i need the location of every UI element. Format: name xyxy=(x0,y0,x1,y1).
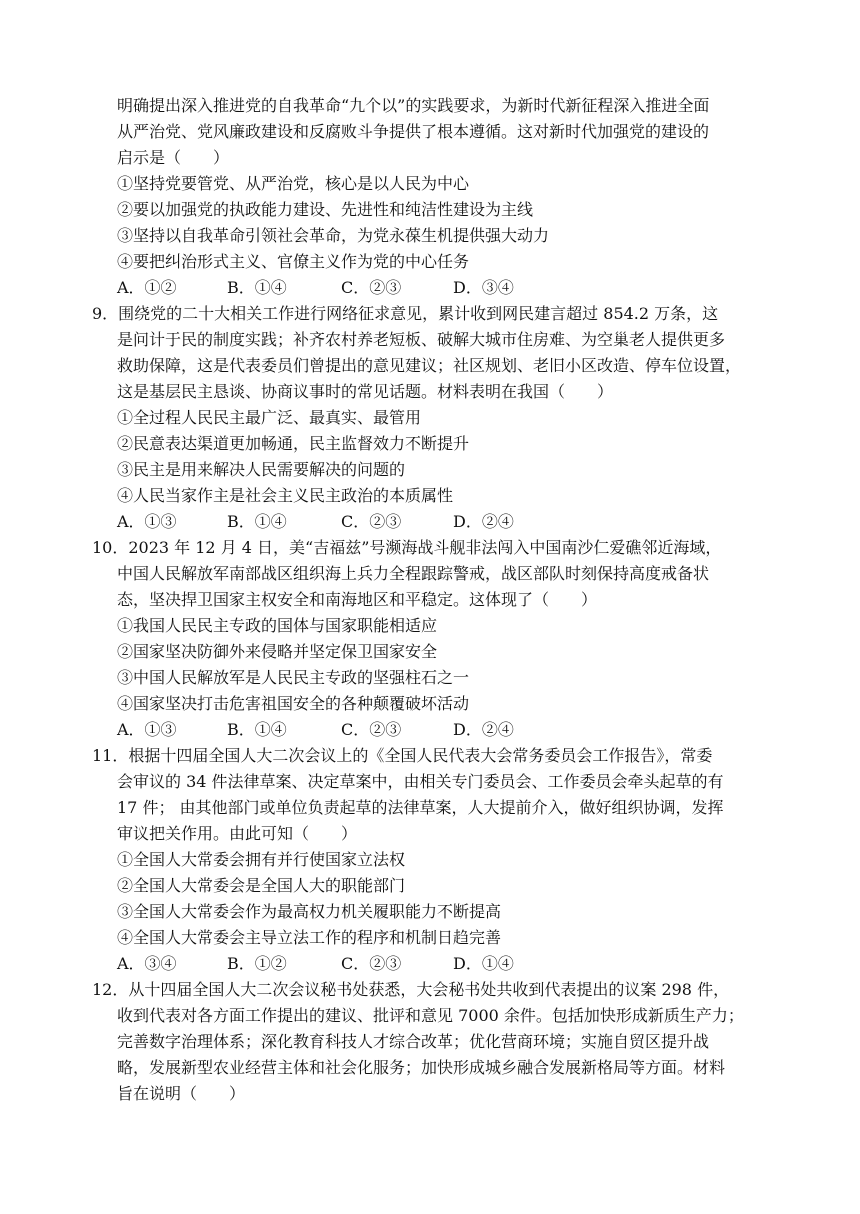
q8-stem-line: 从严治党、党风廉政建设和反腐败斗争提供了根本遵循。这对新时代加强党的建设的 xyxy=(117,122,710,141)
q8-statement: ④要把纠治形式主义、官僚主义作为党的中心任务 xyxy=(117,252,470,271)
q9-statement: ④人民当家作主是社会主义民主政治的本质属性 xyxy=(117,486,454,505)
q10-statement: ①我国人民民主专政的国体与国家职能相适应 xyxy=(117,616,438,635)
q9-stem-line: 9．围绕党的二十大相关工作进行网络征求意见，累计收到网民建言超过 854.2 万条，这 xyxy=(92,304,719,323)
q11-statement: ②全国人大常委会是全国人大的职能部门 xyxy=(117,876,406,895)
q11-statement: ④全国人大常委会主导立法工作的程序和机制日趋完善 xyxy=(117,928,502,947)
q11-statement: ③全国人大常委会作为最高权力机关履职能力不断提高 xyxy=(117,902,502,921)
q10-statement: ②国家坚决防御外来侵略并坚定保卫国家安全 xyxy=(117,642,438,661)
q8-stem-line: 启示是（ ） xyxy=(117,148,230,167)
q11-option-c: C．②③ xyxy=(341,954,402,973)
q9-stem-line: 救助保障，这是代表委员们曾提出的意见建议；社区规划、老旧小区改造、停车位设置， xyxy=(117,356,742,375)
q8-option-d: D．③④ xyxy=(453,278,514,297)
q10-stem-line: 中国人民解放军南部战区组织海上兵力全程跟踪警戒，战区部队时刻保持高度戒备状 xyxy=(117,564,710,583)
q8-stem-line: 明确提出深入推进党的自我革命“九个以”的实践要求，为新时代新征程深入推进全面 xyxy=(117,96,710,115)
q10-stem-line: 10．2023 年 12 月 4 日，美“吉福兹”号濒海战斗舰非法闯入中国南沙仁爱礁邻近海域， xyxy=(92,538,722,557)
q12-stem-line: 12．从十四届全国人大二次会议秘书处获悉，大会秘书处共收到代表提出的议案 298 件， xyxy=(92,980,730,999)
q9-option-b: B．①④ xyxy=(227,512,287,531)
q12-stem-line: 收到代表对各方面工作提出的建议、批评和意见 7000 余件。包括加快形成新质生产力； xyxy=(117,1006,744,1025)
q9-stem-line: 是问计于民的制度实践；补齐农村养老短板、破解大城市住房难、为空巢老人提供更多 xyxy=(117,330,726,349)
q11-stem-line: 会审议的 34 件法律草案、决定草案中，由相关专门委员会、工作委员会牵头起草的有 xyxy=(117,772,724,791)
q10-option-c: C．②③ xyxy=(341,720,402,739)
q8-statement: ③坚持以自我革命引领社会革命，为党永葆生机提供强大动力 xyxy=(117,226,550,245)
q10-statement: ④国家坚决打击危害祖国安全的各种颠覆破坏活动 xyxy=(117,694,470,713)
q9-statement: ②民意表达渠道更加畅通，民主监督效力不断提升 xyxy=(117,434,470,453)
q11-option-a: A．③④ xyxy=(117,954,177,973)
q11-stem-line: 17 件； 由其他部门或单位负责起草的法律草案，人大提前介入，做好组织协调，发挥 xyxy=(117,798,724,817)
q10-option-b: B．①④ xyxy=(227,720,287,739)
q8-statement: ②要以加强党的执政能力建设、先进性和纯洁性建设为主线 xyxy=(117,200,534,219)
q11-option-d: D．①④ xyxy=(453,954,514,973)
q12-stem-line: 完善数字治理体系；深化教育科技人才综合改革；优化营商环境；实施自贸区提升战 xyxy=(117,1032,710,1051)
q12-stem-line: 略，发展新型农业经营主体和社会化服务；加快形成城乡融合发展新格局等方面。材料 xyxy=(117,1058,726,1077)
q10-option-a: A．①③ xyxy=(117,720,177,739)
q9-stem-line: 这是基层民主恳谈、协商议事时的常见话题。材料表明在我国（ ） xyxy=(117,382,614,401)
q10-option-d: D．②④ xyxy=(453,720,514,739)
q10-statement: ③中国人民解放军是人民民主专政的坚强柱石之一 xyxy=(117,668,470,687)
q11-statement: ①全国人大常委会拥有并行使国家立法权 xyxy=(117,850,406,869)
q8-option-a: A．①② xyxy=(117,278,177,297)
q10-stem-line: 态，坚决捍卫国家主权安全和南海地区和平稳定。这体现了（ ） xyxy=(117,590,598,609)
q8-option-c: C．②③ xyxy=(341,278,402,297)
q9-option-a: A．①③ xyxy=(117,512,177,531)
q9-statement: ③民主是用来解决人民需要解决的问题的 xyxy=(117,460,406,479)
q8-option-b: B．①④ xyxy=(227,278,287,297)
q9-option-d: D．②④ xyxy=(453,512,514,531)
q11-option-b: B．①② xyxy=(227,954,287,973)
q9-option-c: C．②③ xyxy=(341,512,402,531)
q8-statement: ①坚持党要管党、从严治党，核心是以人民为中心 xyxy=(117,174,470,193)
q11-stem-line: 11．根据十四届全国人大二次会议上的《全国人民代表大会常务委员会工作报告》，常委 xyxy=(92,746,713,765)
q11-stem-line: 审议把关作用。由此可知（ ） xyxy=(117,824,358,843)
q9-statement: ①全过程人民民主最广泛、最真实、最管用 xyxy=(117,408,422,427)
q12-stem-line: 旨在说明（ ） xyxy=(117,1084,246,1103)
